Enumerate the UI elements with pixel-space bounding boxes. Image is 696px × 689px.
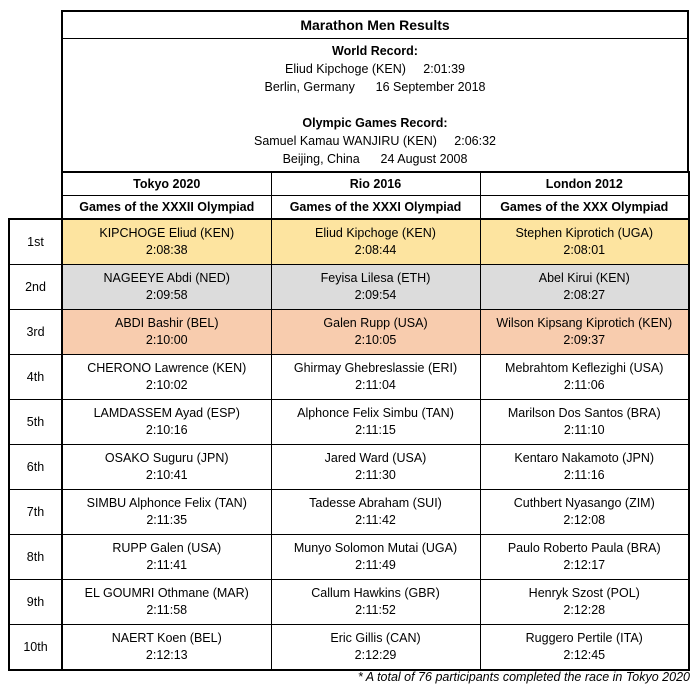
finish-time: 2:12:13 <box>145 648 188 662</box>
result-cell <box>271 265 480 310</box>
event-subtitle-rio: Games of the XXXI Olympiad <box>271 196 480 220</box>
event-subtitle-row <box>9 196 689 220</box>
table-row <box>9 580 689 625</box>
result-cell <box>271 625 480 671</box>
athlete-name: Marilson Dos Santos (BRA) <box>507 406 661 420</box>
result-cell <box>62 625 271 671</box>
footnote: * A total of 76 participants completed the race in Tokyo 2020 <box>357 670 690 684</box>
olympic-record-venue-line <box>63 150 687 168</box>
finish-time: 2:12:28 <box>563 603 606 617</box>
world-record-venue-line <box>63 78 687 96</box>
rank-cell: 1st <box>9 219 62 265</box>
athlete-name: CHERONO Lawrence (KEN) <box>87 361 247 375</box>
finish-time: 2:11:30 <box>355 468 396 482</box>
athlete-name: NAGEEYE Abdi (NED) <box>103 271 230 285</box>
athlete-name: Jared Ward (USA) <box>324 451 427 465</box>
finish-time: 2:11:42 <box>355 513 396 527</box>
athlete-name: Henryk Szost (POL) <box>528 586 640 600</box>
finish-time: 2:11:49 <box>355 558 396 572</box>
finish-time: 2:10:05 <box>354 333 397 347</box>
olympic-record-holder: Samuel Kamau WANJIRU (KEN) <box>253 134 437 148</box>
result-cell <box>271 445 480 490</box>
table-row <box>9 355 689 400</box>
finish-time: 2:11:52 <box>355 603 396 617</box>
result-cell <box>271 535 480 580</box>
finish-time: 2:12:17 <box>563 558 606 572</box>
finish-time: 2:11:06 <box>563 378 605 392</box>
finish-time: 2:11:41 <box>146 558 188 572</box>
finish-time: 2:10:41 <box>145 468 188 482</box>
finish-time: 2:09:54 <box>354 288 397 302</box>
result-cell <box>480 580 689 625</box>
athlete-name: Galen Rupp (USA) <box>323 316 428 330</box>
athlete-name: Alphonce Felix Simbu (TAN) <box>297 406 454 420</box>
olympic-record-line <box>63 132 687 150</box>
athlete-name: Abel Kirui (KEN) <box>538 271 630 285</box>
olympic-record-place: Beijing, China <box>282 152 360 166</box>
finish-time: 2:08:27 <box>563 288 606 302</box>
olympic-record-time: 2:06:32 <box>454 134 496 148</box>
result-cell <box>271 400 480 445</box>
result-cell <box>480 219 689 265</box>
result-cell <box>271 355 480 400</box>
athlete-name: ABDI Bashir (BEL) <box>114 316 219 330</box>
result-cell <box>62 310 271 355</box>
athlete-name: LAMDASSEM Ayad (ESP) <box>93 406 240 420</box>
result-cell <box>62 265 271 310</box>
event-name-row <box>9 172 689 196</box>
result-cell <box>62 580 271 625</box>
result-cell <box>480 265 689 310</box>
table-row <box>9 490 689 535</box>
athlete-name: Cuthbert Nyasango (ZIM) <box>513 496 655 510</box>
finish-time: 2:10:16 <box>145 423 188 437</box>
event-subtitle-london: Games of the XXX Olympiad <box>480 196 689 220</box>
finish-time: 2:09:58 <box>145 288 188 302</box>
results-table <box>8 171 690 671</box>
athlete-name: Stephen Kiprotich (UGA) <box>515 226 654 240</box>
rank-cell: 5th <box>9 400 62 445</box>
athlete-name: Eric Gillis (CAN) <box>330 631 421 645</box>
rank-cell: 6th <box>9 445 62 490</box>
athlete-name: Munyo Solomon Mutai (UGA) <box>293 541 458 555</box>
finish-time: 2:10:00 <box>145 333 188 347</box>
table-title: Marathon Men Results <box>61 10 689 39</box>
finish-time: 2:11:10 <box>563 423 605 437</box>
result-cell <box>62 400 271 445</box>
world-record-line <box>63 60 687 78</box>
athlete-name: Eliud Kipchoge (KEN) <box>315 226 436 240</box>
world-record-holder: Eliud Kipchoge (KEN) <box>285 62 406 76</box>
result-cell <box>271 310 480 355</box>
athlete-name: Ghirmay Ghebreslassie (ERI) <box>293 361 458 375</box>
world-record-time: 2:01:39 <box>423 62 465 76</box>
finish-time: 2:12:29 <box>354 648 397 662</box>
records-panel <box>61 38 689 171</box>
athlete-name: RUPP Galen (USA) <box>112 541 222 555</box>
table-row <box>9 310 689 355</box>
finish-time: 2:12:45 <box>563 648 606 662</box>
world-record-place: Berlin, Germany <box>264 80 355 94</box>
rank-cell: 10th <box>9 625 62 671</box>
finish-time: 2:11:35 <box>146 513 188 527</box>
athlete-name: Callum Hawkins (GBR) <box>311 586 440 600</box>
result-cell <box>62 490 271 535</box>
athlete-name: Ruggero Pertile (ITA) <box>525 631 643 645</box>
result-cell <box>480 490 689 535</box>
athlete-name: EL GOUMRI Othmane (MAR) <box>84 586 249 600</box>
olympic-record-label: Olympic Games Record: <box>302 116 448 130</box>
finish-time: 2:09:37 <box>563 333 606 347</box>
athlete-name: Feyisa Lilesa (ETH) <box>320 271 431 285</box>
event-subtitle-tokyo: Games of the XXXII Olympiad <box>62 196 271 220</box>
result-cell <box>271 580 480 625</box>
athlete-name: Paulo Roberto Paula (BRA) <box>507 541 661 555</box>
result-cell <box>480 355 689 400</box>
finish-time: 2:10:02 <box>145 378 188 392</box>
rank-cell: 9th <box>9 580 62 625</box>
finish-time: 2:08:44 <box>354 243 397 257</box>
athlete-name: KIPCHOGE Eliud (KEN) <box>99 226 235 240</box>
event-name-london: London 2012 <box>480 172 689 196</box>
rank-cell: 7th <box>9 490 62 535</box>
finish-time: 2:11:15 <box>355 423 396 437</box>
result-cell <box>480 625 689 671</box>
result-cell <box>62 219 271 265</box>
athlete-name: Tadesse Abraham (SUI) <box>309 496 442 510</box>
table-row <box>9 265 689 310</box>
finish-time: 2:08:01 <box>563 243 606 257</box>
result-cell <box>62 445 271 490</box>
rank-cell: 4th <box>9 355 62 400</box>
result-cell <box>480 445 689 490</box>
world-record-date: 16 September 2018 <box>375 80 486 94</box>
athlete-name: NAERT Koen (BEL) <box>111 631 222 645</box>
result-cell <box>62 355 271 400</box>
athlete-name: OSAKO Suguru (JPN) <box>104 451 229 465</box>
table-row <box>9 445 689 490</box>
rank-cell: 8th <box>9 535 62 580</box>
rank-cell: 2nd <box>9 265 62 310</box>
result-cell <box>480 400 689 445</box>
result-cell <box>271 490 480 535</box>
result-cell <box>480 310 689 355</box>
result-cell <box>62 535 271 580</box>
athlete-name: Wilson Kipsang Kiprotich (KEN) <box>496 316 673 330</box>
table-row <box>9 625 689 671</box>
finish-time: 2:12:08 <box>563 513 606 527</box>
table-row <box>9 535 689 580</box>
athlete-name: SIMBU Alphonce Felix (TAN) <box>86 496 247 510</box>
olympic-record-date: 24 August 2008 <box>380 152 468 166</box>
world-record-label: World Record: <box>332 44 418 58</box>
result-cell <box>480 535 689 580</box>
finish-time: 2:11:04 <box>355 378 396 392</box>
athlete-name: Kentaro Nakamoto (JPN) <box>514 451 655 465</box>
event-name-rio: Rio 2016 <box>271 172 480 196</box>
result-cell <box>271 219 480 265</box>
event-name-tokyo: Tokyo 2020 <box>62 172 271 196</box>
table-row <box>9 400 689 445</box>
finish-time: 2:11:16 <box>563 468 605 482</box>
athlete-name: Mebrahtom Keflezighi (USA) <box>505 361 664 375</box>
finish-time: 2:11:58 <box>146 603 188 617</box>
rank-cell: 3rd <box>9 310 62 355</box>
finish-time: 2:08:38 <box>145 243 188 257</box>
table-row <box>9 219 689 265</box>
